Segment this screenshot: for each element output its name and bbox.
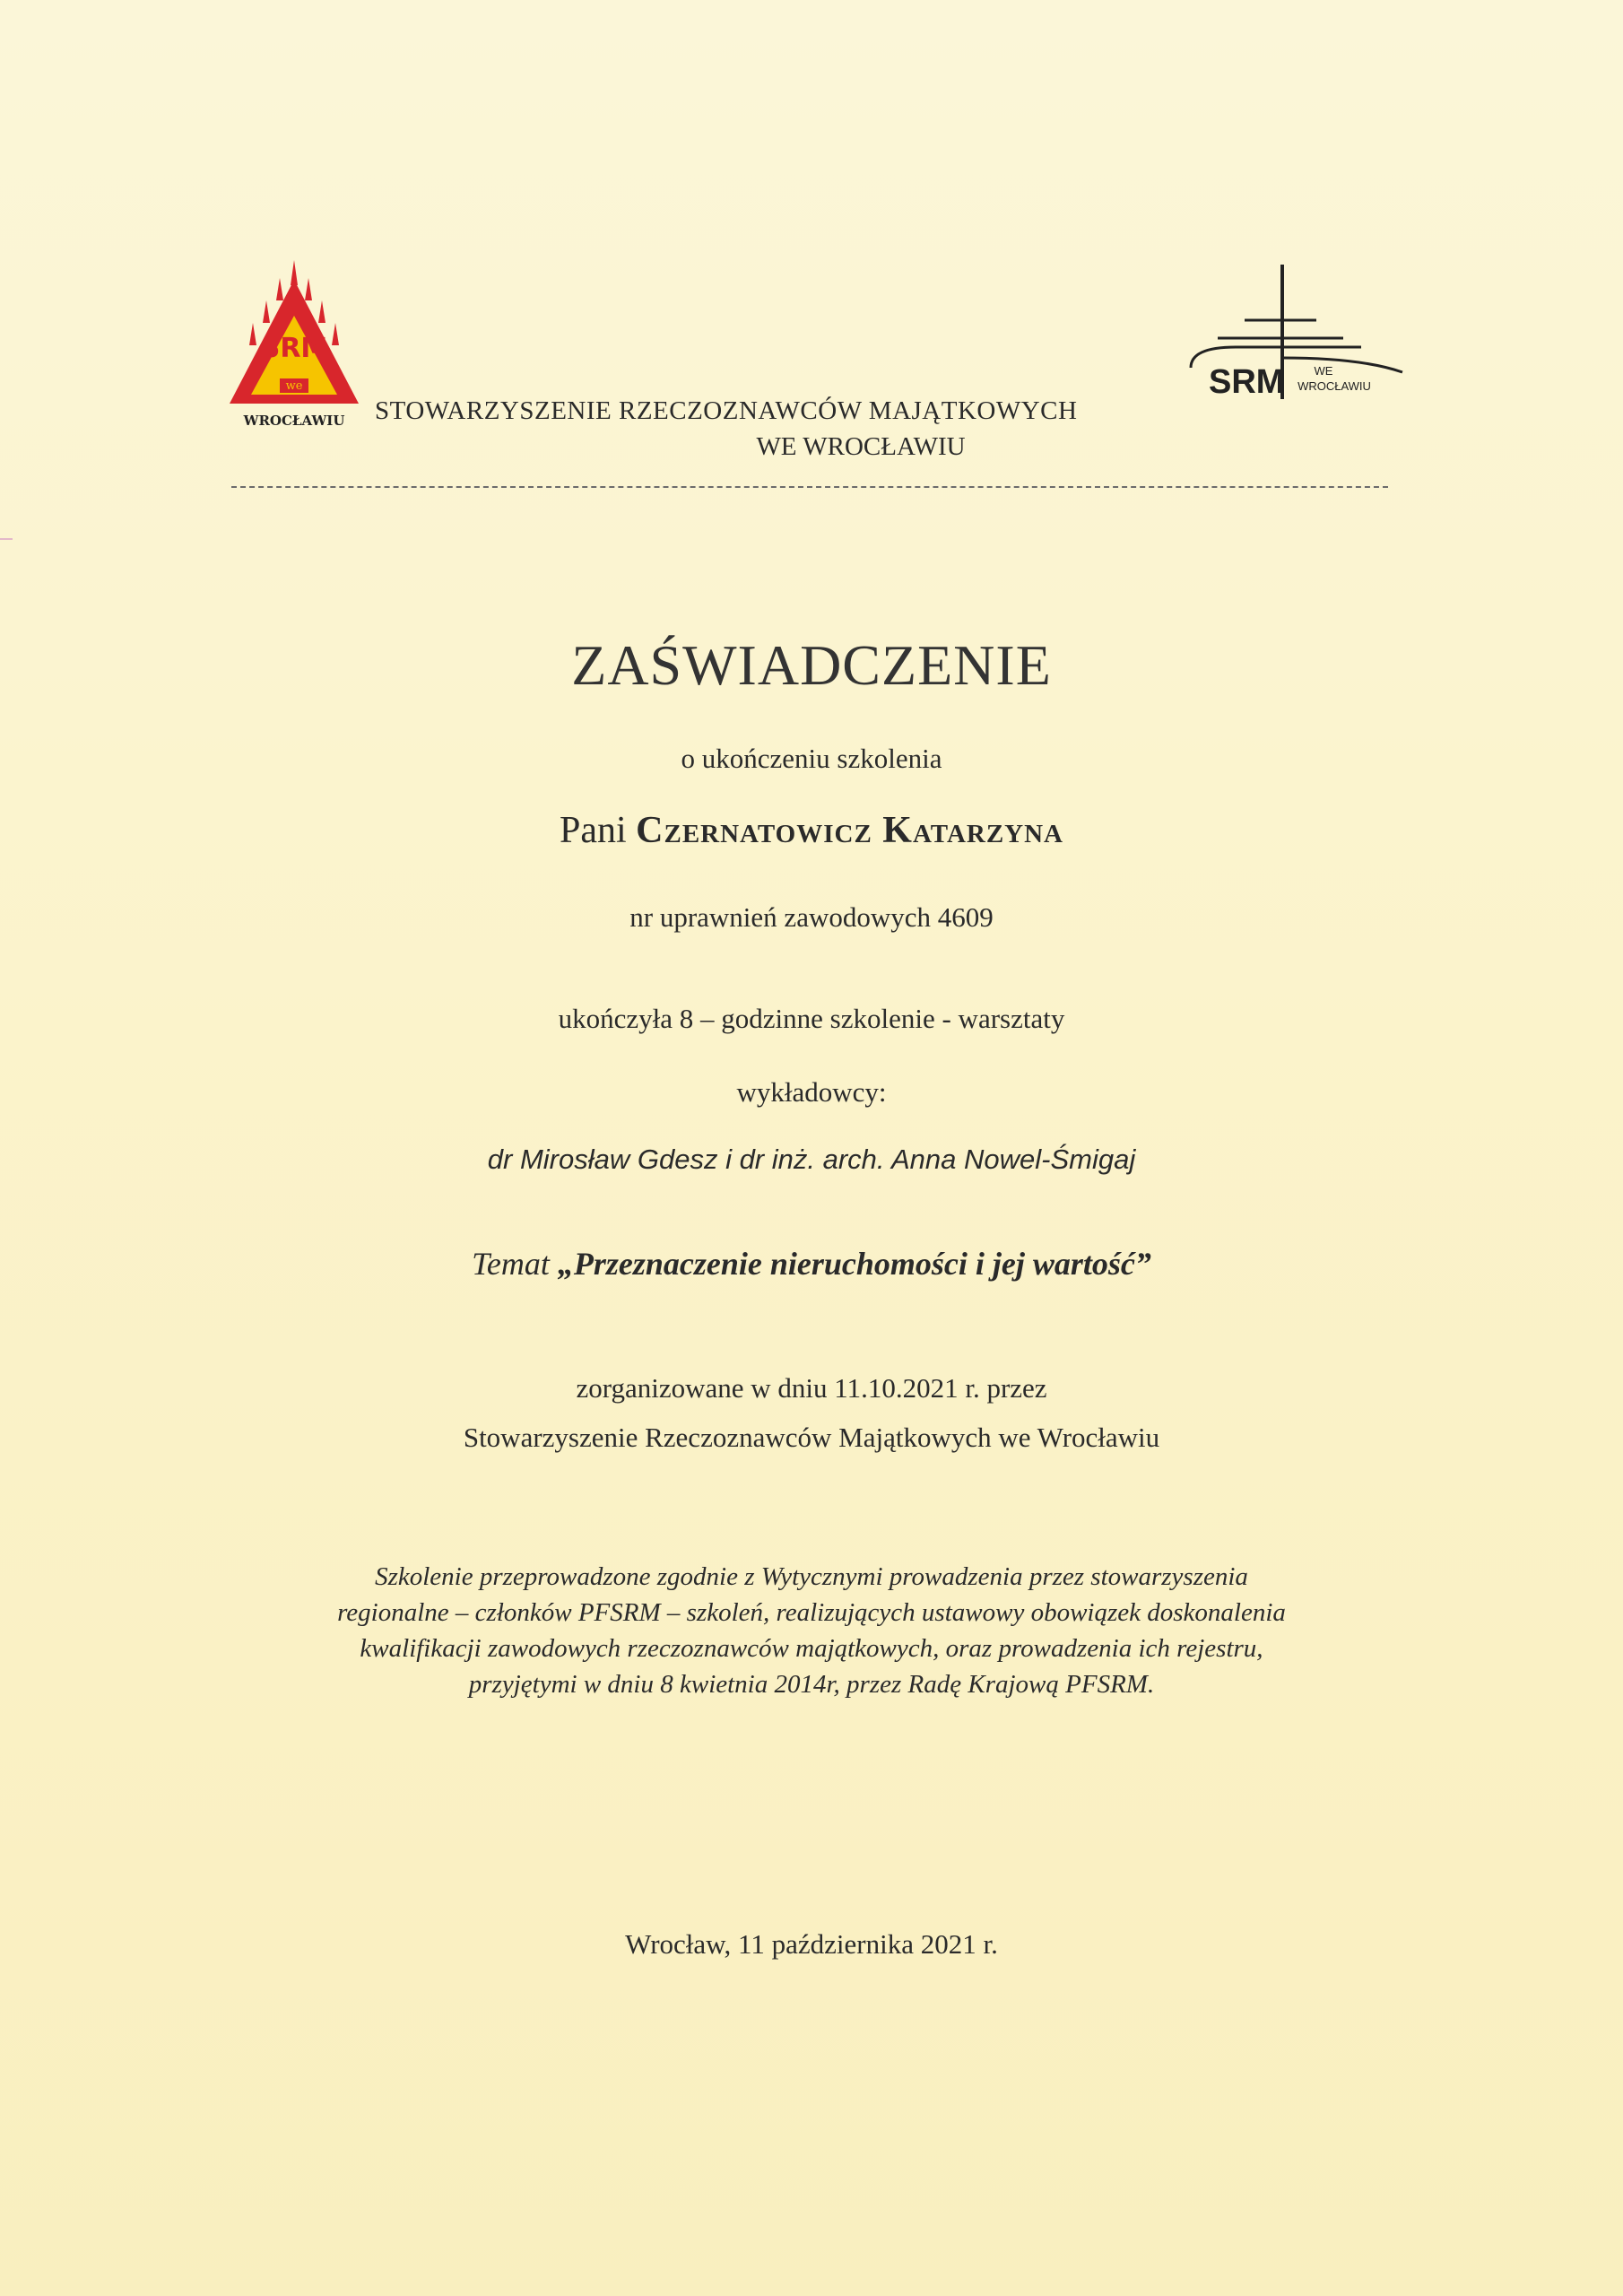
legal-note [215, 1559, 1408, 1702]
organization-name: STOWARZYSZENIE RZECZOZNAWCÓW MAJĄTKOWYCH [375, 396, 1078, 425]
logo-left-city: WROCŁAWIU [243, 413, 345, 429]
recipient-name: Czernatowicz Katarzyna [636, 810, 1064, 851]
header-divider [231, 486, 1388, 488]
legal-line: regionalne – członków PFSRM – szkoleń, realizujących ustawowy obowiązek doskonalenia [337, 1598, 1286, 1627]
certificate-title: ZAŚWIADCZENIE [571, 633, 1052, 697]
certificate-subtitle: o ukończeniu szkolenia [681, 743, 942, 774]
legal-line: kwalifikacji zawodowych rzeczoznawców majątkowych, oraz prowadzenia ich rejestru, [360, 1634, 1263, 1663]
srm-wroclaw-logo-right [1182, 265, 1404, 399]
logo-right-we: WE [1314, 364, 1333, 378]
lecturers: dr Mirosław Gdesz i dr inż. arch. Anna Nowel-Śmigaj [487, 1144, 1136, 1175]
legal-line: Szkolenie przeprowadzone zgodnie z Wytycznymi prowadzenia przez stowarzyszenia [375, 1562, 1248, 1591]
logo-right-city: WROCŁAWIU [1298, 379, 1371, 393]
topic-title: „Przeznaczenie nieruchomości i jej wartość” [557, 1246, 1151, 1282]
scan-edge-mark [0, 538, 13, 540]
completed-training: ukończyła 8 – godzinne szkolenie - warsztaty [558, 1003, 1065, 1034]
organization-city: WE WROCŁAWIU [756, 432, 966, 461]
license-number: nr uprawnień zawodowych 4609 [629, 901, 994, 933]
srm-wroclaw-logo-left [226, 260, 362, 429]
recipient-prefix: Pani [559, 810, 637, 851]
place-and-date: Wrocław, 11 października 2021 r. [625, 1928, 998, 1960]
recipient [0, 809, 1623, 852]
logo-left-we: we [285, 379, 303, 393]
logo-left-s: SRM [260, 333, 328, 364]
lecturers-label: wykładowcy: [736, 1076, 887, 1108]
topic [0, 1245, 1623, 1283]
logo-right-srm: SRM [1209, 363, 1285, 399]
organizer: Stowarzyszenie Rzeczoznawców Majątkowych we Wrocławiu [463, 1422, 1160, 1453]
organized-date: zorganizowane w dniu 11.10.2021 r. przez [576, 1372, 1047, 1404]
topic-label: Temat [472, 1246, 558, 1282]
legal-line: przyjętymi w dniu 8 kwietnia 2014r, przez Radę Krajową PFSRM. [468, 1670, 1155, 1699]
